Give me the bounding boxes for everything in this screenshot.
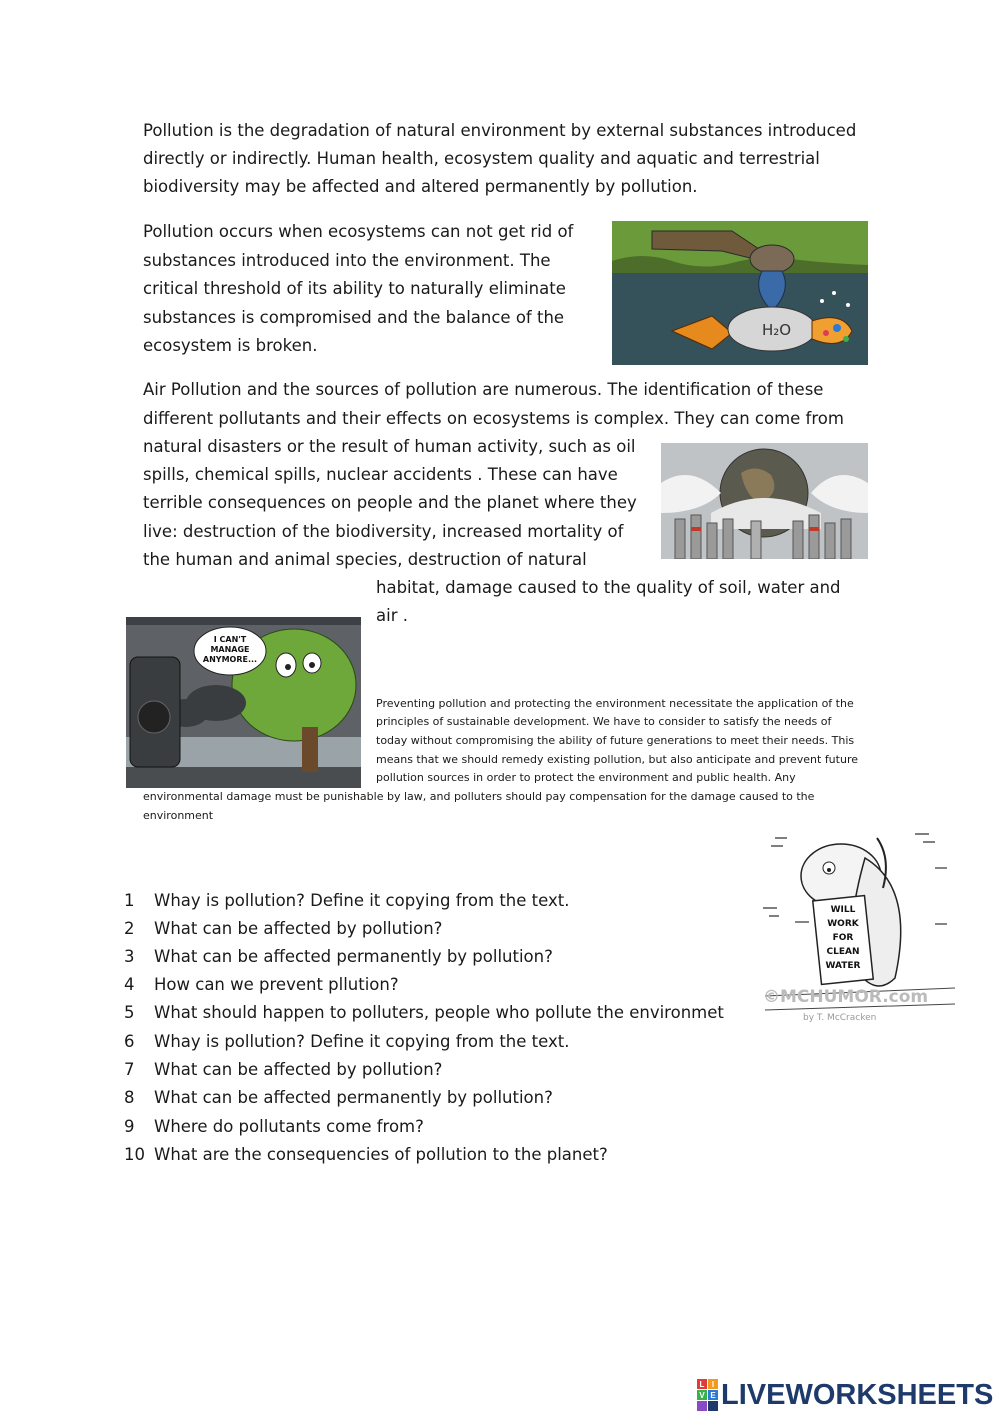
- text-line: environment: [143, 809, 214, 822]
- svg-text:I CAN'T: I CAN'T: [213, 635, 247, 644]
- question-text: Whay is pollution? Define it copying from the text.: [154, 891, 570, 910]
- question-item: [124, 943, 553, 971]
- svg-text:MANAGE: MANAGE: [210, 645, 250, 654]
- question-number: 5: [124, 1003, 135, 1022]
- question-item: [124, 915, 442, 943]
- question-text: What can be affected by pollution?: [154, 1060, 443, 1079]
- svg-text:FOR: FOR: [832, 933, 854, 943]
- svg-text:by T. McCracken: by T. McCracken: [803, 1013, 877, 1023]
- question-item: [124, 971, 399, 999]
- logo-mark-icon: L I V E: [697, 1379, 718, 1411]
- question-number: 6: [124, 1032, 135, 1051]
- text-line: substances introduced into the environment. The: [143, 251, 551, 270]
- text-line: spills, chemical spills, nuclear accidents . These can have: [143, 465, 618, 484]
- text-line: environmental damage must be punishable by law, and polluters should pay compensation for the damage caused to the: [143, 790, 815, 803]
- question-text: What are the consequencies of pollution to the planet?: [154, 1145, 608, 1164]
- question-number: 7: [124, 1060, 135, 1079]
- text-line: directly or indirectly. Human health, ecosystem quality and aquatic and terrestrial: [143, 149, 820, 168]
- fish-sign-cartoon-icon: [755, 828, 958, 1032]
- question-item: [124, 1028, 569, 1056]
- question-item: [124, 1141, 608, 1169]
- text-line: critical threshold of its ability to naturally eliminate: [143, 279, 566, 298]
- text-line: ecosystem is broken.: [143, 336, 318, 355]
- earth-smokestacks-cartoon-icon: [661, 443, 868, 559]
- polluted-fish-image: [612, 221, 868, 365]
- coughing-tree-image: [126, 617, 361, 788]
- text-line: principles of sustainable development. We have to consider to satisfy the needs of: [376, 715, 832, 728]
- question-number: 3: [124, 947, 135, 966]
- text-line: terrible consequences on people and the planet where they: [143, 493, 637, 512]
- text-line: Pollution occurs when ecosystems can not get rid of: [143, 222, 574, 241]
- question-item: [124, 1084, 553, 1112]
- question-number: 1: [124, 891, 135, 910]
- question-text: What can be affected permanently by pollution?: [154, 1088, 553, 1107]
- polluted-fish-cartoon-icon: [612, 221, 868, 365]
- text-line: substances is compromised and the balance of the: [143, 308, 565, 327]
- question-text: Whay is pollution? Define it copying from the text.: [154, 1032, 570, 1051]
- text-line: Preventing pollution and protecting the environment necessitate the application of the: [376, 697, 854, 710]
- question-number: 4: [124, 975, 135, 994]
- svg-text:CLEAN: CLEAN: [826, 947, 860, 957]
- svg-text:WORK: WORK: [827, 919, 859, 929]
- svg-text:WILL: WILL: [830, 905, 856, 915]
- question-item: [124, 1113, 424, 1141]
- question-number: 8: [124, 1088, 135, 1107]
- question-item: [124, 887, 569, 915]
- question-text: Where do pollutants come from?: [154, 1117, 424, 1136]
- text-line: means that we should remedy existing pollution, but also anticipate and prevent future: [376, 753, 858, 766]
- question-text: What can be affected permanently by pollution?: [154, 947, 553, 966]
- text-line: Pollution is the degradation of natural environment by external substances introduced: [143, 121, 857, 140]
- question-text: What can be affected by pollution?: [154, 919, 443, 938]
- text-line: pollution sources in order to protect the environment and public health. Any: [376, 771, 796, 784]
- text-line: today without compromising the ability of future generations to meet their needs. This: [376, 734, 855, 747]
- coughing-tree-cartoon-icon: [126, 617, 361, 788]
- svg-text:H₂O: H₂O: [762, 321, 792, 339]
- logo-text: LIVEWORKSHEETS: [721, 1378, 994, 1411]
- text-line: live: destruction of the biodiversity, increased mortality of: [143, 522, 624, 541]
- question-item: [124, 1056, 442, 1084]
- question-number: 9: [124, 1117, 135, 1136]
- question-item: [124, 999, 724, 1027]
- question-text: How can we prevent pllution?: [154, 975, 399, 994]
- text-line: Air Pollution and the sources of pollution are numerous. The identification of these: [143, 380, 824, 399]
- text-line: the human and animal species, destruction of natural: [143, 550, 587, 569]
- question-number: 2: [124, 919, 135, 938]
- svg-text:WATER: WATER: [825, 961, 861, 971]
- svg-text:ANYMORE...: ANYMORE...: [202, 655, 258, 664]
- fish-sign-image: [755, 828, 958, 1032]
- text-line: habitat, damage caused to the quality of soil, water and: [376, 578, 841, 597]
- text-line: different pollutants and their effects on ecosystems is complex. They can come from: [143, 409, 844, 428]
- text-line: natural disasters or the result of human activity, such as oil: [143, 437, 636, 456]
- liveworksheets-logo[interactable]: [697, 1379, 993, 1411]
- text-line: air .: [376, 606, 408, 625]
- text-line: biodiversity may be affected and altered permanently by pollution.: [143, 177, 698, 196]
- earth-smokestacks-image: [661, 443, 868, 559]
- question-text: What should happen to polluters, people who pollute the environmet: [154, 1003, 724, 1022]
- question-number: 10: [124, 1145, 145, 1164]
- svg-text:©MCHUMOR.com: ©MCHUMOR.com: [763, 987, 929, 1007]
